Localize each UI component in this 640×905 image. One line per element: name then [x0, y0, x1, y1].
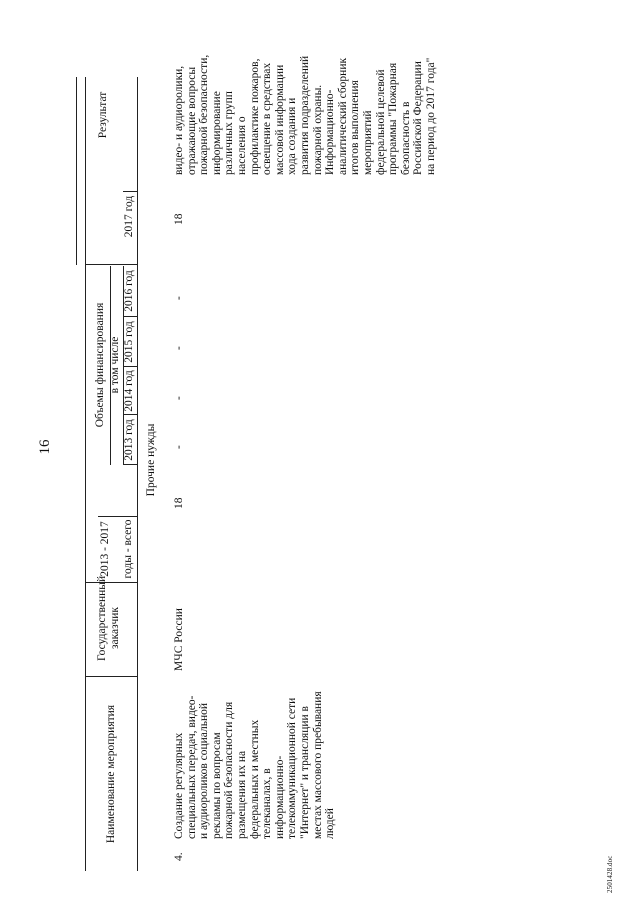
row-total: 18 [173, 497, 185, 509]
header-funding: Объемы финансирования [94, 302, 106, 428]
header-col-result: Результат [97, 91, 109, 139]
header-col-name: Наименование мероприятия [105, 704, 117, 844]
document-id: 2501428.doc [606, 855, 614, 893]
header-year-2013: 2013 год [123, 419, 135, 461]
header-year-2015: 2015 год [123, 321, 135, 363]
row-year-2014: - [173, 396, 185, 400]
header-total-line2: годы - всего [122, 519, 134, 579]
header-bottom-border [137, 77, 138, 871]
right-top-border [76, 77, 77, 265]
header-year-2016: 2016 год [123, 270, 135, 312]
page-number: 16 [37, 439, 53, 455]
row-year-2013: - [173, 445, 185, 449]
row-year-2016: - [173, 296, 185, 300]
col-divider-customer [85, 582, 137, 583]
col-divider-total [98, 516, 137, 517]
header-year-2017: 2017 год [123, 195, 135, 238]
row-year-2017: 18 [173, 213, 185, 225]
section-label: Прочие нужды [145, 423, 157, 497]
row-customer: МЧС России [173, 608, 185, 671]
header-including: в том числе [109, 336, 121, 394]
header-col-customer: Государственный заказчик [96, 575, 121, 661]
header-year-2014: 2014 год [123, 370, 135, 412]
row-number: 4. [173, 852, 185, 861]
row-name: Создание регулярных специальных передач, видео- и аудиороликов социальной рекламы по вопросам пожарной безопасности для размещения их на федеральных и местных телеканалах, в информационно- телекоммуникационной сети "Интернет" и трансляции в местах массового пребывания людей [173, 691, 337, 839]
header-total-line1: 2013 - 2017 [99, 521, 111, 577]
row-result: видео- и аудиоролики, отражающие вопросы пожарной безопасности, информирование различных групп населения о профилактике пожаров, освещение в средствах массовой информации хода создания и развития подразделений пожарной охраны. Информационно- аналитический сборник итогов выполнения мероприятий федеральной целевой программы "Пожарная безопасность в Российской Федерации на период до 2017 года" [173, 54, 437, 175]
row-year-2015: - [173, 346, 185, 350]
table-top-border [85, 77, 86, 871]
